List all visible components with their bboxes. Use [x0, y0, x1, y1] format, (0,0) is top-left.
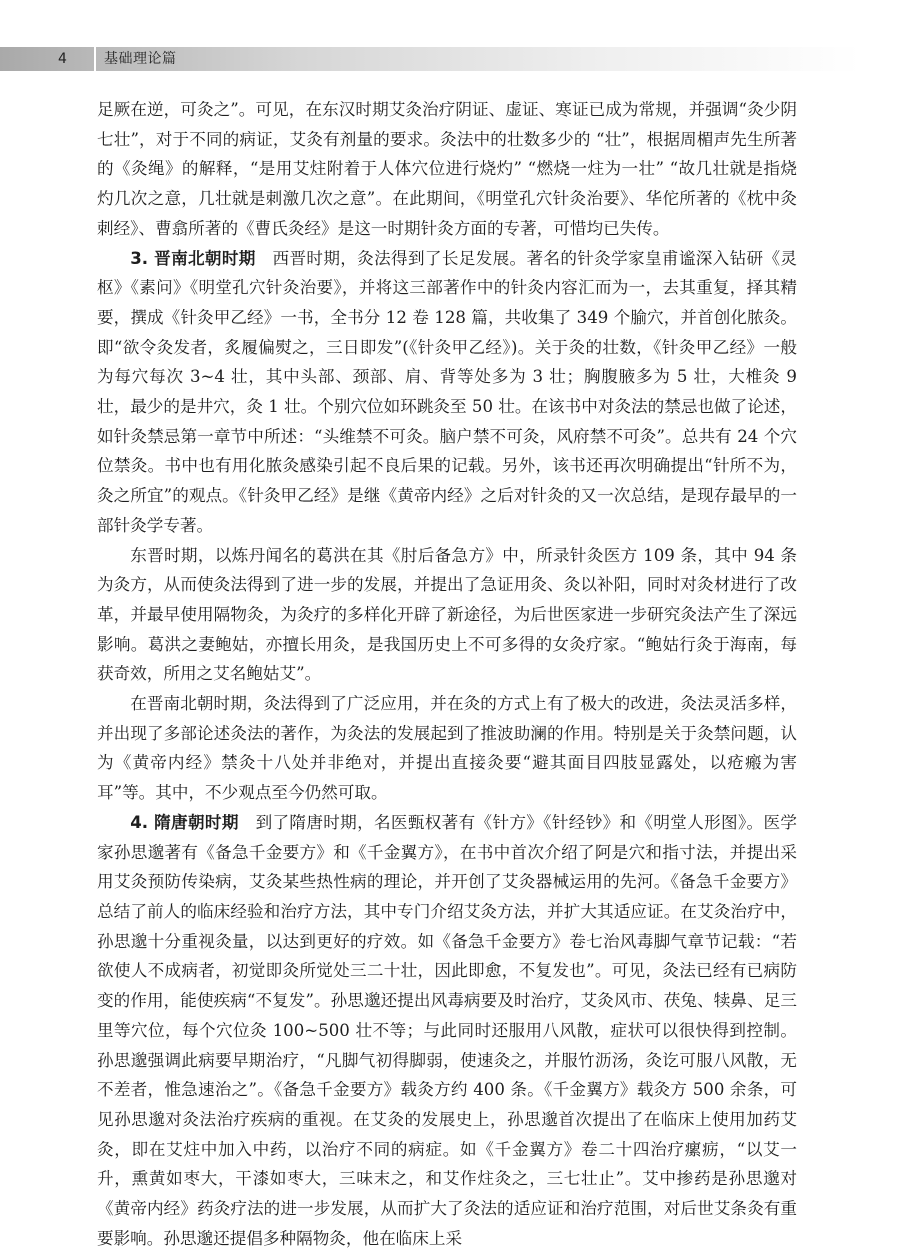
- paragraph-1: 足厥在逆，可灸之”。可见，在东汉时期艾灸治疗阴证、虚证、寒证已成为常规，并强调“灸少阴七壮”，对于不同的病证，艾灸有剂量的要求。灸法中的壮数多少的 “壮”，根据周楣声先生所著的《灸绳》的解释，“是用艾炷附着于人体穴位进行烧灼” “燃烧一炷为一壮” “故几壮就是指烧灼几次之意，几壮就是刺激几次之意”。在此期间，《明堂孔穴针灸治要》、华佗所著的《枕中灸刺经》、曹翕所著的《曹氏灸经》是这一时期针灸方面的专著，可惜均已失传。: [97, 100, 797, 238]
- paragraph-3: 东晋时期，以炼丹闻名的葛洪在其《肘后备急方》中，所录针灸医方 109 条，其中 94 条为灸方，从而使灸法得到了进一步的发展，并提出了急证用灸、灸以补阳，同时对灸材进行了改革，并最早使用隔物灸，为灸疗的多样化开辟了新途径，为后世医家进一步研究灸法产生了深远影响。葛洪之妻鲍姑，亦擅长用灸，是我国历史上不可多得的女灸疗家。“鲍姑行灸于海南，每获奇效，所用之艾名鲍姑艾”。: [97, 545, 797, 684]
- paragraph-5: [97, 808, 797, 1253]
- header-divider: [94, 47, 96, 71]
- paragraph-2: [97, 244, 797, 541]
- running-header: [0, 47, 900, 71]
- section-title: 基础理论篇: [104, 51, 177, 67]
- paragraph-5-text: 到了隋唐时期，名医甄权著有《针方》《针经钞》和《明堂人形图》。医学家孙思邈著有《备急千金要方》和《千金翼方》，在书中首次介绍了阿是穴和指寸法，并提出采用艾灸预防传染病，艾灸某些热性病的理论，并开创了艾灸器械运用的先河。《备急千金要方》总结了前人的临床经验和治疗方法，其中专门介绍艾灸方法，并扩大其适应证。在艾灸治疗中，孙思邈十分重视灸量，以达到更好的疗效。如《备急千金要方》卷七治风毒脚气章节记载：“若欲使人不成病者，初觉即灸所觉处三二十壮，因此即愈，不复发也”。可见，灸法已经有已病防变的作用，能使疾病“不复发”。孙思邈还提出风毒病要及时治疗，艾灸风市、茯兔、犊鼻、足三里等穴位，每个穴位灸 100~500 壮不等；与此同时还服用八风散，症状可以很快得到控制。孙思邈强调此病要早期治疗，“凡脚气初得脚弱，使速灸之，并服竹沥汤，灸讫可服八风散，无不差者，惟急速治之”。《备急千金要方》载灸方约 400 条。《千金翼方》载灸方 500 余条，可见孙思邈对灸法治疗疾病的重视。在艾灸的发展史上，孙思邈首次提出了在临床上使用加药艾灸，即在艾炷中加入中药，以治疗不同的病症。如《千金翼方》卷二十四治疗瘰疬，“以艾一升，熏黄如枣大，干漆如枣大，三味末之，和艾作炷灸之，三七壮止”。艾中掺药是孙思邈对《黄帝内经》药灸疗法的进一步发展，从而扩大了灸法的适应证和治疗范围，对后世艾条灸有重要影响。孙思邈还提倡多种隔物灸，他在临床上采: [97, 812, 797, 1248]
- paragraph-2-text: 西晋时期，灸法得到了长足发展。著名的针灸学家皇甫谧深入钻研《灵枢》《素问》《明堂孔穴针灸治要》，并将这三部著作中的针灸内容汇而为一，去其重复，择其精要，撰成《针灸甲乙经》一书，全书分 12 卷 128 篇，共收集了 349 个腧穴，并首创化脓灸。即“欲令灸发者，炙履偏熨之，三日即发”(《针灸甲乙经》)。关于灸的壮数，《针灸甲乙经》一般为每穴每次 3~4 壮，其中头部、颈部、肩、背等处多为 3 壮；胸腹腋多为 5 壮，大椎灸 9 壮，最少的是井穴，灸 1 壮。个别穴位如环跳灸至 50 壮。在该书中对灸法的禁忌也做了论述，如针灸禁忌第一章节中所述：“头维禁不可灸。脑户禁不可灸，风府禁不可灸”。总共有 24 个穴位禁灸。书中也有用化脓灸感染引起不良后果的记载。另外，该书还再次明确提出“针所不为，灸之所宜”的观点。《针灸甲乙经》是继《黄帝内经》之后对针灸的又一次总结，是现存最早的一部针灸学专著。: [97, 248, 797, 535]
- subsection-heading-3: 3. 晋南北朝时期: [130, 248, 256, 268]
- body-text: [97, 95, 797, 1253]
- subsection-heading-4: 4. 隋唐朝时期: [130, 812, 239, 832]
- page-number: 4: [58, 51, 67, 67]
- paragraph-4: 在晋南北朝时期，灸法得到了广泛应用，并在灸的方式上有了极大的改进，灸法灵活多样，并出现了多部论述灸法的著作，为灸法的发展起到了推波助澜的作用。特别是关于灸禁问题，认为《黄帝内经》禁灸十八处并非绝对，并提出直接灸要“避其面目四肢显露处，以疮瘢为害耳”等。其中，不少观点至今仍然可取。: [97, 694, 797, 803]
